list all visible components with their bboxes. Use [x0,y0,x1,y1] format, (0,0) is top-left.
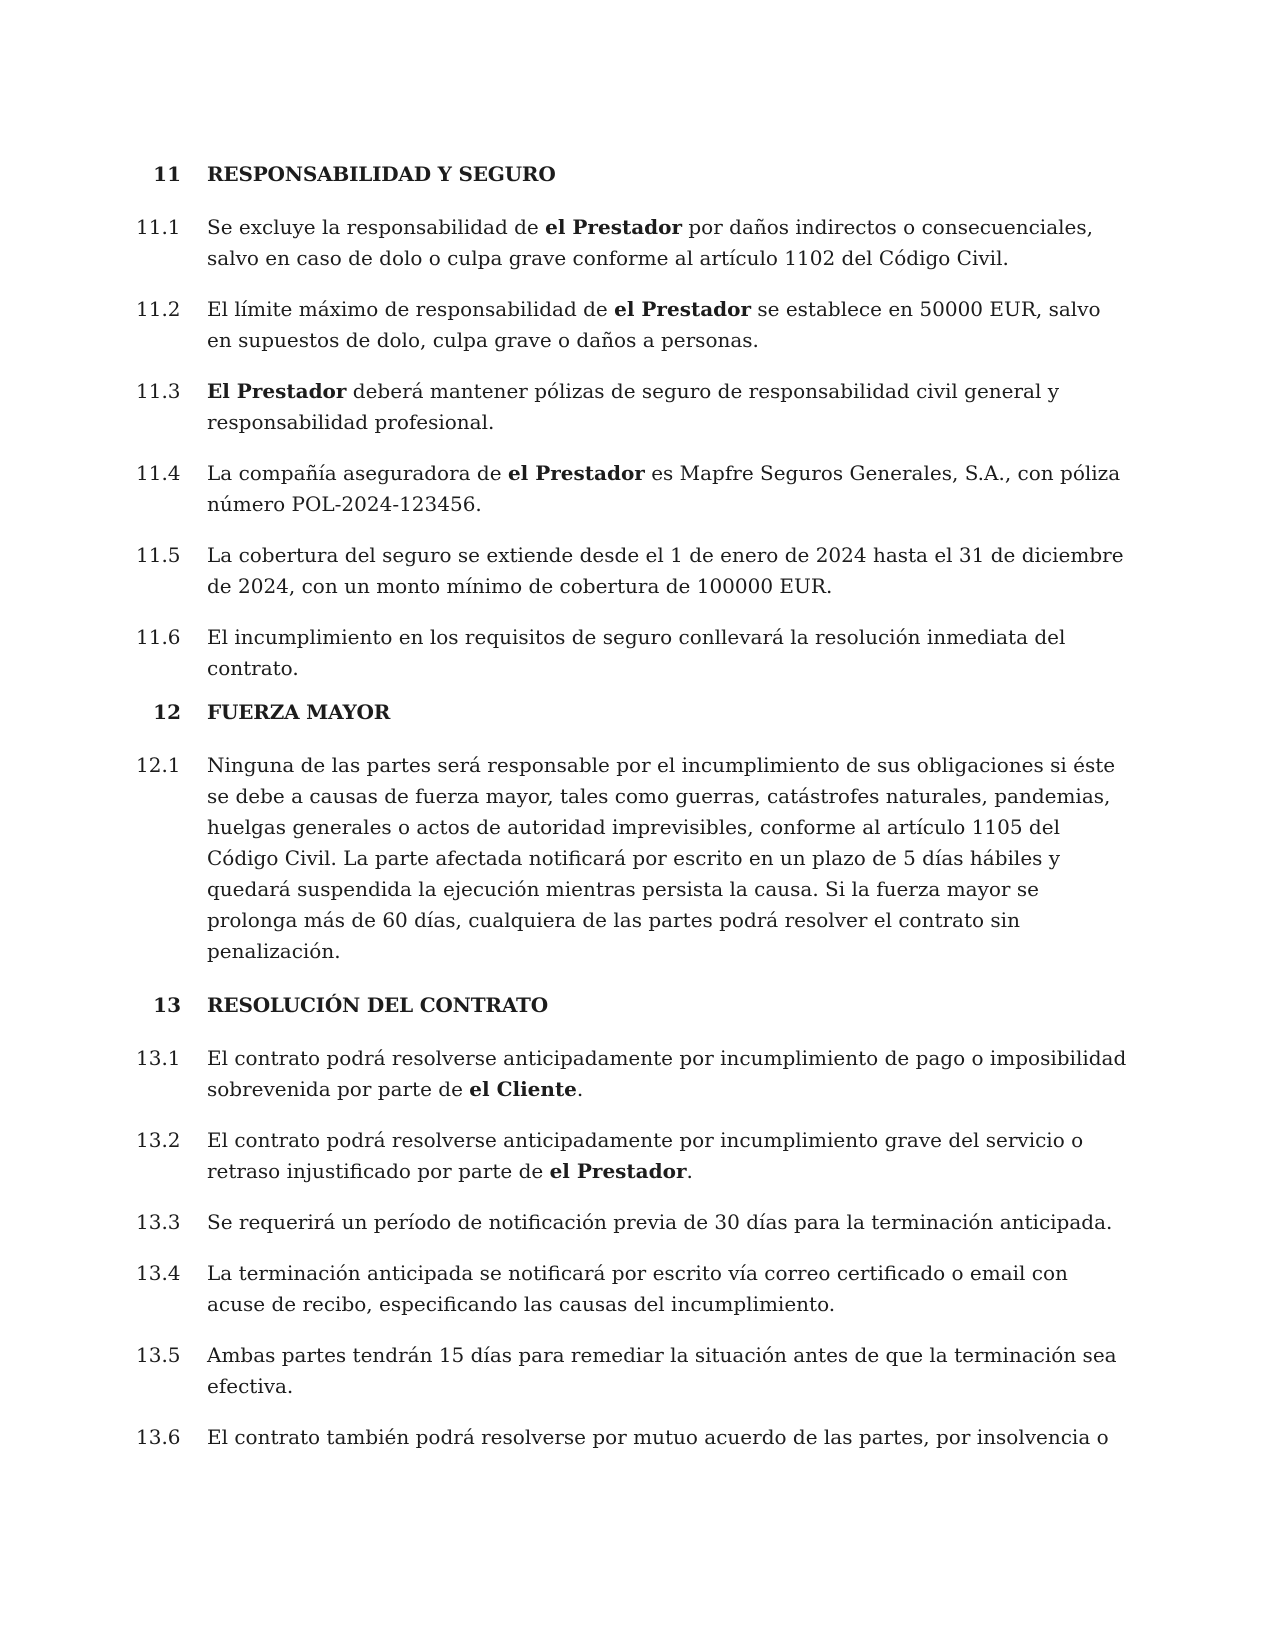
clause-text: Ambas partes tendrán 15 días para remediar la situación antes de que la terminación sea efectiva. [207,1343,1117,1398]
clause-13-2 [0,1125,1275,1187]
section-title: FUERZA MAYOR [207,700,391,724]
section-heading [0,990,1275,1021]
section-number: 11 [153,162,181,186]
clause-11-5 [0,540,1275,602]
clause-number: 11.6 [136,625,181,649]
clause-text: La compañía aseguradora de el Prestador es Mapfre Seguros Generales, S.A., con póliza número POL-2024-123456. [207,461,1121,516]
clause-number: 13.3 [136,1210,181,1234]
clause-12-1 [0,750,1275,967]
section-11 [0,159,1275,704]
clause-number: 13.4 [136,1261,181,1285]
clause-text: La cobertura del seguro se extiende desde el 1 de enero de 2024 hasta el 31 de diciembre de 2024, con un monto mínimo de cobertura de 100000 EUR. [207,543,1124,598]
clause-11-2 [0,294,1275,356]
section-number: 13 [153,993,181,1017]
clause-text: Se excluye la responsabilidad de el Prestador por daños indirectos o consecuenciales, salvo en caso de dolo o culpa grave conforme al artículo 1102 del Código Civil. [207,215,1093,270]
clause-11-3 [0,376,1275,438]
clause-13-6 [0,1422,1275,1453]
clause-text: El contrato podrá resolverse anticipadamente por incumplimiento de pago o imposibilidad sobrevenida por parte de el Cliente. [207,1046,1127,1101]
clause-number: 11.1 [136,215,181,239]
clause-text: Se requerirá un período de notificación previa de 30 días para la terminación anticipada. [207,1210,1113,1234]
clause-text: El incumplimiento en los requisitos de seguro conllevará la resolución inmediata del contrato. [207,625,1066,680]
section-title: RESPONSABILIDAD Y SEGURO [207,162,556,186]
clause-number: 11.4 [136,461,181,485]
clause-text: El contrato podrá resolverse anticipadamente por incumplimiento grave del servicio o retraso injustificado por parte de el Prestador. [207,1128,1084,1183]
clause-11-1 [0,212,1275,274]
clause-11-4 [0,458,1275,520]
section-12 [0,697,1275,987]
section-heading [0,159,1275,190]
clause-number: 13.2 [136,1128,181,1152]
section-13 [0,990,1275,1473]
clause-number: 11.2 [136,297,181,321]
clause-text: El contrato también podrá resolverse por mutuo acuerdo de las partes, por insolvencia o [207,1425,1109,1449]
clause-number: 11.5 [136,543,181,567]
clause-number: 11.3 [136,379,181,403]
clause-13-3 [0,1207,1275,1238]
clause-number: 13.5 [136,1343,181,1367]
clause-13-5 [0,1340,1275,1402]
clause-number: 12.1 [136,753,181,777]
clause-text: El límite máximo de responsabilidad de el Prestador se establece en 50000 EUR, salvo en supuestos de dolo, culpa grave o daños a personas. [207,297,1101,352]
clause-13-1 [0,1043,1275,1105]
clause-text: Ninguna de las partes será responsable por el incumplimiento de sus obligaciones si éste se debe a causas de fuerza mayor, tales como guerras, catástrofes naturales, pandemias, huelgas generales o actos de autoridad imprevisibles, conforme al artículo 1105 del Código Civil. La parte afectada notificará por escrito en un plazo de 5 días hábiles y quedará suspendida la ejecución mientras persista la causa. Si la fuerza mayor se prolonga más de 60 días, cualquiera de las partes podrá resolver el contrato sin penalización. [207,753,1116,963]
section-heading [0,697,1275,728]
section-title: RESOLUCIÓN DEL CONTRATO [207,993,548,1017]
clause-text: El Prestador deberá mantener pólizas de seguro de responsabilidad civil general y responsabilidad profesional. [207,379,1060,434]
clause-11-6 [0,622,1275,684]
clause-number: 13.6 [136,1425,181,1449]
clause-13-4 [0,1258,1275,1320]
clause-text: La terminación anticipada se notificará por escrito vía correo certificado o email con acuse de recibo, especificando las causas del incumplimiento. [207,1261,1068,1316]
clause-number: 13.1 [136,1046,181,1070]
section-number: 12 [153,700,181,724]
